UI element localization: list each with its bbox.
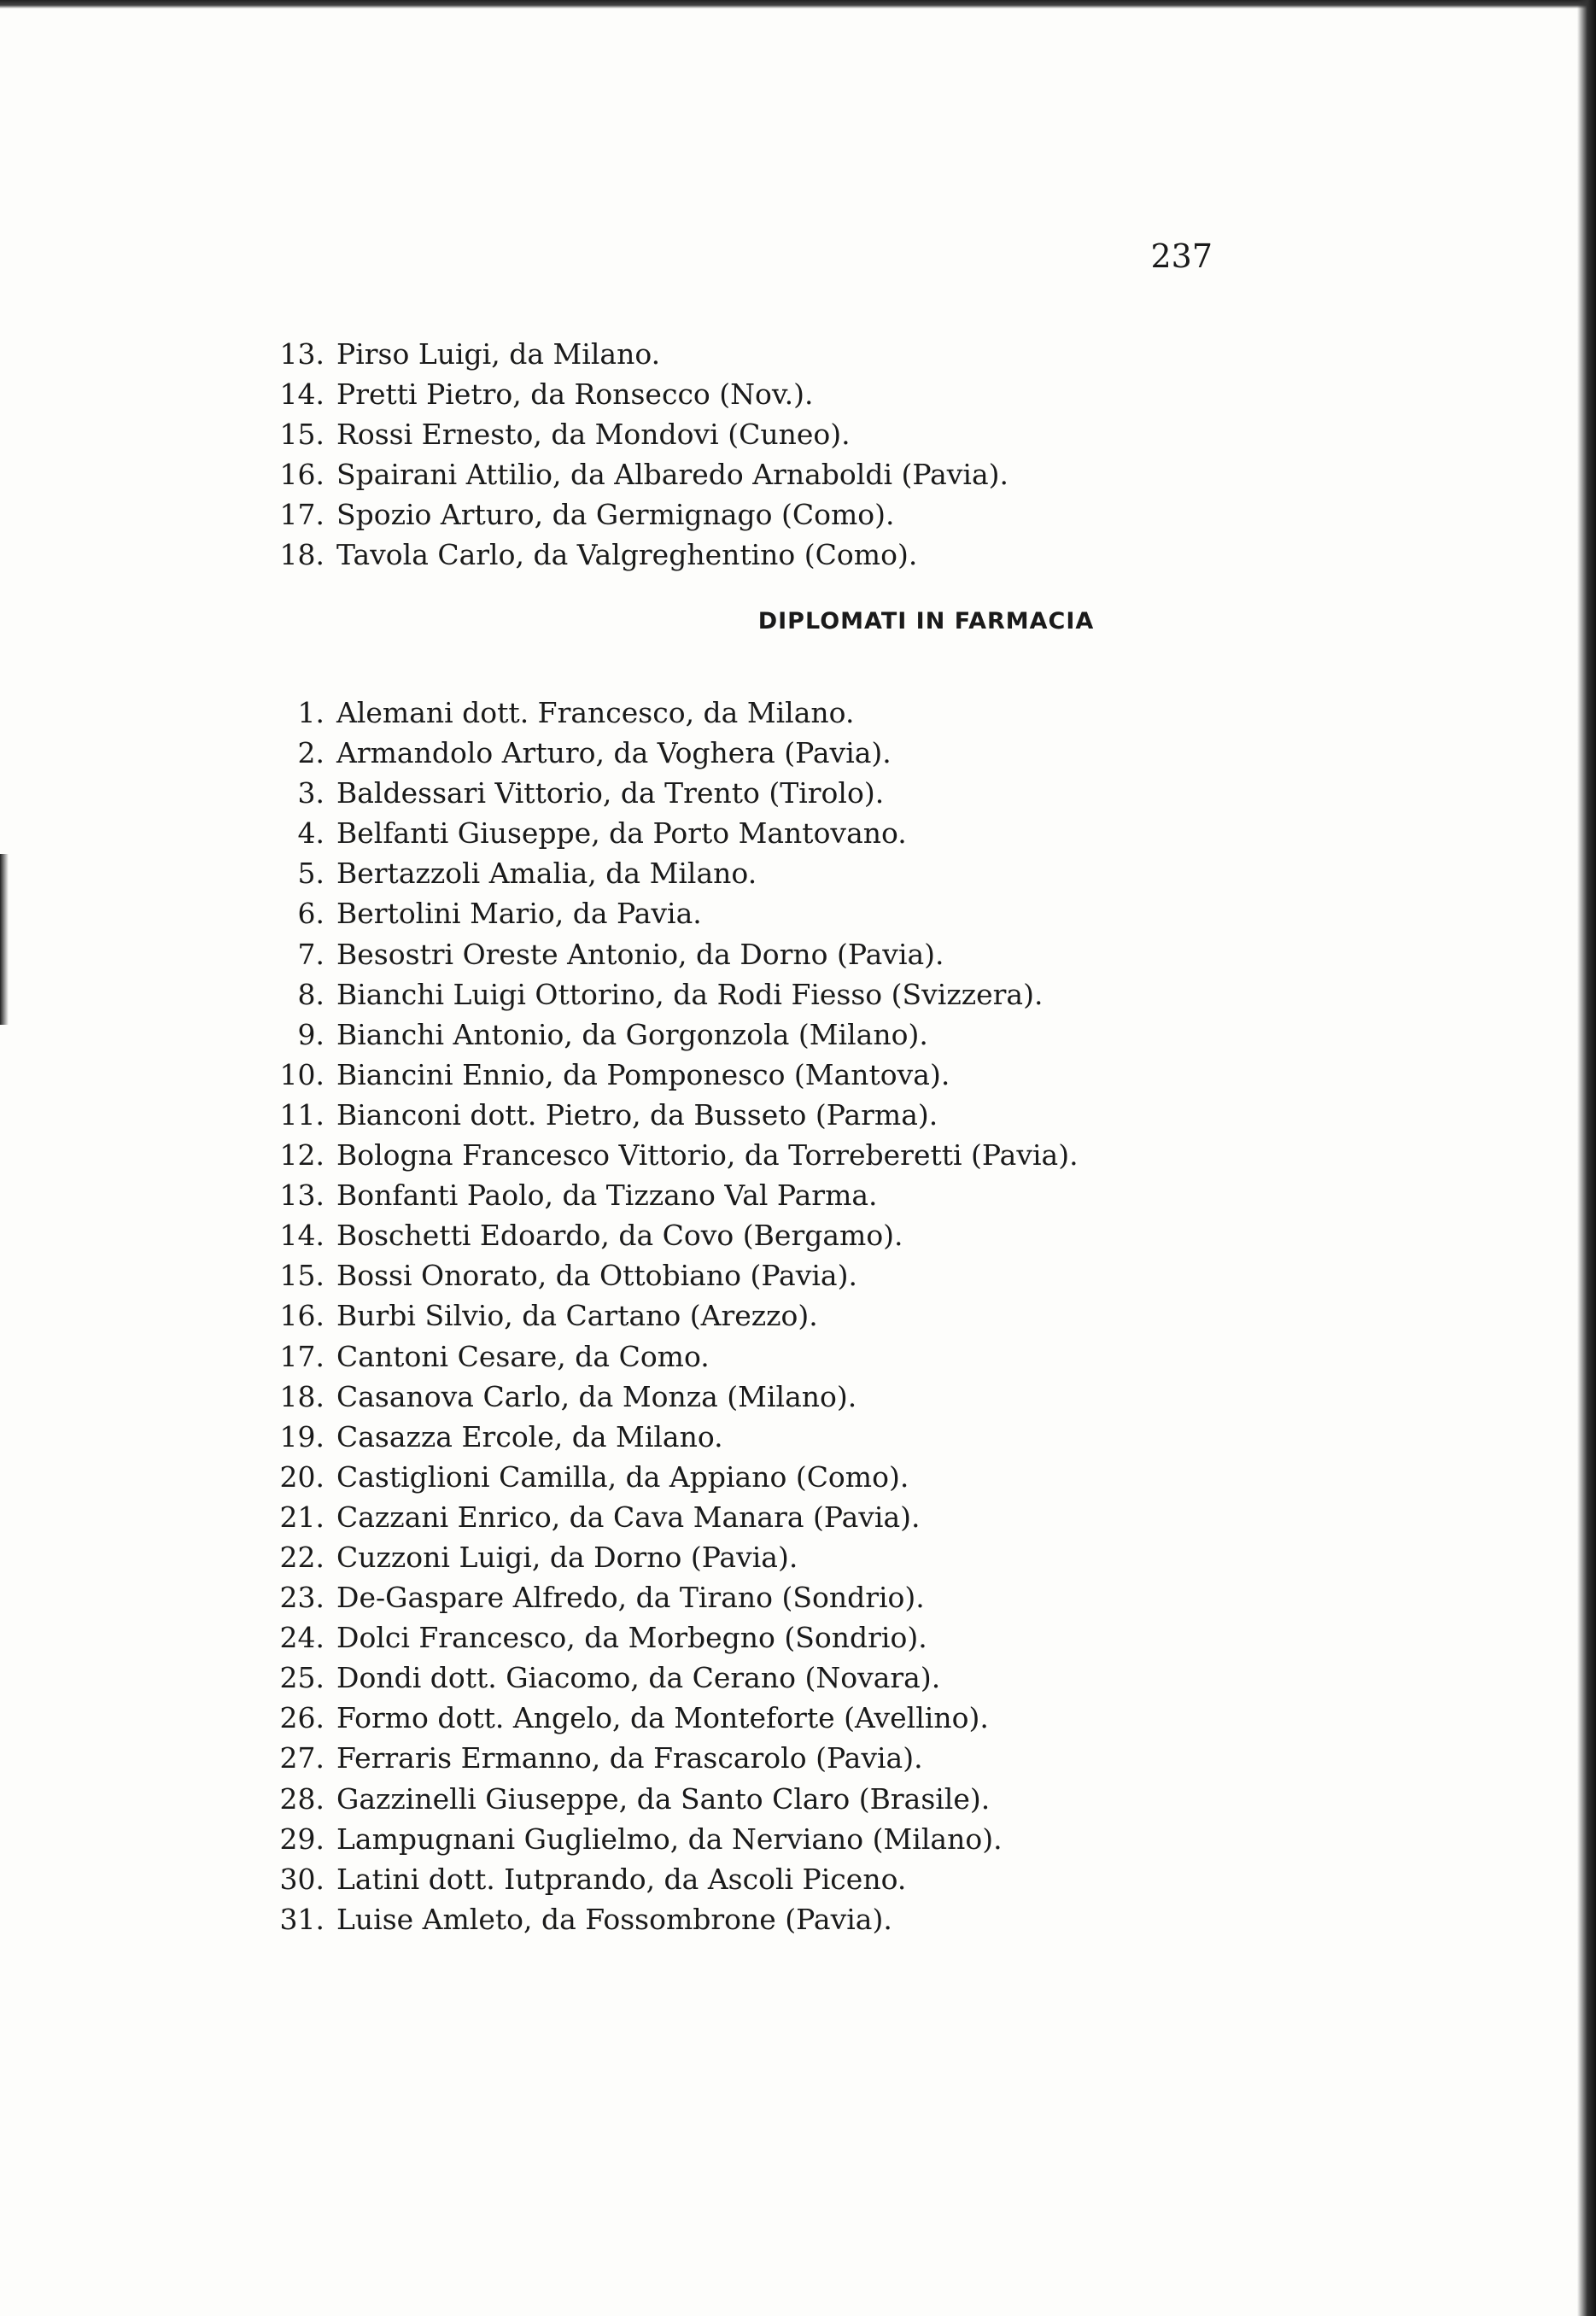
list-item <box>256 1175 1366 1215</box>
entry-text: Dondi dott. Giacomo, da Cerano (Novara). <box>336 1661 941 1695</box>
list-item <box>256 893 1366 933</box>
section-heading: DIPLOMATI IN FARMACIA <box>757 608 1095 635</box>
entry-number: 16. <box>279 1299 324 1333</box>
entry-number: 19. <box>279 1419 324 1453</box>
entry-number: 13. <box>279 1178 324 1213</box>
list-item <box>256 1255 1366 1295</box>
list-item <box>256 773 1366 813</box>
continued-list <box>256 334 1366 576</box>
list-item <box>256 334 1366 374</box>
entry-text: Tavola Carlo, da Valgreghentino (Como). <box>336 538 918 572</box>
list-item <box>256 1497 1366 1537</box>
entry-number: 14. <box>279 377 324 412</box>
entry-text: Bonfanti Paolo, da Tizzano Val Parma. <box>336 1178 878 1213</box>
entry-number: 8. <box>297 977 324 1011</box>
entry-number: 3. <box>297 776 324 810</box>
list-item <box>256 1819 1366 1859</box>
entry-text: Ferraris Ermanno, da Frascarolo (Pavia). <box>336 1741 923 1775</box>
list-item <box>256 1336 1366 1377</box>
list-item <box>256 535 1366 575</box>
entry-number: 17. <box>279 1339 324 1373</box>
entry-number: 14. <box>279 1219 324 1253</box>
entry-text: Cantoni Cesare, da Como. <box>336 1339 710 1373</box>
entry-text: Bianchi Antonio, da Gorgonzola (Milano). <box>336 1017 928 1051</box>
entry-number: 30. <box>279 1862 324 1896</box>
entry-text: Pretti Pietro, da Ronsecco (Nov.). <box>336 377 814 412</box>
entry-number: 28. <box>279 1781 324 1816</box>
binding-mark <box>0 854 9 1025</box>
list-item <box>256 1738 1366 1778</box>
list-item <box>256 1095 1366 1135</box>
entry-number: 12. <box>279 1138 324 1173</box>
entry-text: Formo dott. Angelo, da Monteforte (Avellino). <box>336 1701 989 1735</box>
entry-number: 16. <box>279 458 324 492</box>
entry-text: Boschetti Edoardo, da Covo (Bergamo). <box>336 1219 903 1253</box>
list-item <box>256 1295 1366 1336</box>
diplomati-list <box>256 693 1366 1939</box>
entry-text: Burbi Silvio, da Cartano (Arezzo). <box>336 1299 818 1333</box>
entry-text: Latini dott. Iutprando, da Ascoli Piceno. <box>336 1862 907 1896</box>
entry-number: 9. <box>297 1017 324 1051</box>
entry-number: 18. <box>279 1379 324 1413</box>
entry-number: 31. <box>279 1902 324 1936</box>
entry-number: 7. <box>297 937 324 971</box>
list-item <box>256 1215 1366 1255</box>
entry-text: Castiglioni Camilla, da Appiano (Como). <box>336 1459 909 1494</box>
list-item <box>256 733 1366 773</box>
entry-text: Casanova Carlo, da Monza (Milano). <box>336 1379 857 1413</box>
entry-number: 17. <box>279 498 324 532</box>
entry-text: Spozio Arturo, da Germignago (Como). <box>336 498 895 532</box>
entry-number: 23. <box>279 1581 324 1615</box>
list-item <box>256 1617 1366 1658</box>
entry-text: Bologna Francesco Vittorio, da Torreberetti (Pavia). <box>336 1138 1079 1173</box>
entry-text: Bertolini Mario, da Pavia. <box>336 897 702 931</box>
list-item <box>256 693 1366 733</box>
entry-number: 15. <box>279 1259 324 1293</box>
entry-text: Bossi Onorato, da Ottobiano (Pavia). <box>336 1259 857 1293</box>
entry-text: Cazzani Enrico, da Cava Manara (Pavia). <box>336 1500 921 1534</box>
list-item <box>256 1457 1366 1497</box>
list-item <box>256 1135 1366 1175</box>
list-item <box>256 1859 1366 1899</box>
list-item <box>256 1417 1366 1457</box>
page-top-edge <box>0 0 1596 9</box>
entry-text: De-Gaspare Alfredo, da Tirano (Sondrio). <box>336 1581 925 1615</box>
entry-number: 27. <box>279 1741 324 1775</box>
entry-text: Rossi Ernesto, da Mondovi (Cuneo). <box>336 418 851 452</box>
list-item <box>256 813 1366 853</box>
entry-number: 1. <box>297 696 324 729</box>
entry-number: 11. <box>279 1097 324 1132</box>
entry-number: 10. <box>279 1057 324 1091</box>
entry-number: 13. <box>279 337 324 371</box>
entry-text: Gazzinelli Giuseppe, da Santo Claro (Brasile). <box>336 1781 991 1816</box>
entry-text: Dolci Francesco, da Morbegno (Sondrio). <box>336 1621 927 1655</box>
entry-text: Biancini Ennio, da Pomponesco (Mantova). <box>336 1057 950 1091</box>
list-item <box>256 974 1366 1015</box>
entry-text: Luise Amleto, da Fossombrone (Pavia). <box>336 1902 892 1936</box>
entry-text: Bianconi dott. Pietro, da Busseto (Parma). <box>336 1097 938 1132</box>
list-item <box>256 934 1366 974</box>
entry-number: 25. <box>279 1661 324 1695</box>
entry-number: 5. <box>297 857 324 891</box>
list-item <box>256 1698 1366 1738</box>
entry-text: Armandolo Arturo, da Voghera (Pavia). <box>336 736 892 770</box>
list-item <box>256 1577 1366 1617</box>
entry-text: Baldessari Vittorio, da Trento (Tirolo). <box>336 776 885 810</box>
list-item <box>256 454 1366 494</box>
entry-text: Bianchi Luigi Ottorino, da Rodi Fiesso (Svizzera). <box>336 977 1044 1011</box>
page-number: 237 <box>1150 237 1213 275</box>
list-item <box>256 1055 1366 1095</box>
page-right-edge <box>1577 0 1596 2316</box>
entry-text: Alemani dott. Francesco, da Milano. <box>336 696 855 729</box>
list-item <box>256 494 1366 535</box>
list-item <box>256 1537 1366 1577</box>
entry-number: 21. <box>279 1500 324 1534</box>
entry-text: Belfanti Giuseppe, da Porto Mantovano. <box>336 816 907 851</box>
entry-number: 15. <box>279 418 324 452</box>
list-item <box>256 1779 1366 1819</box>
list-item <box>256 374 1366 414</box>
entry-text: Spairani Attilio, da Albaredo Arnaboldi (Pavia). <box>336 458 1009 492</box>
entry-number: 20. <box>279 1459 324 1494</box>
list-item <box>256 1899 1366 1939</box>
list-item <box>256 1015 1366 1055</box>
list-item <box>256 414 1366 454</box>
entry-number: 26. <box>279 1701 324 1735</box>
entry-number: 18. <box>279 538 324 572</box>
list-item <box>256 853 1366 893</box>
entry-text: Cuzzoni Luigi, da Dorno (Pavia). <box>336 1540 798 1574</box>
entry-number: 4. <box>297 816 324 851</box>
entry-text: Besostri Oreste Antonio, da Dorno (Pavia). <box>336 937 944 971</box>
entry-number: 2. <box>297 736 324 770</box>
list-item <box>256 1658 1366 1698</box>
entry-number: 24. <box>279 1621 324 1655</box>
entry-number: 6. <box>297 897 324 931</box>
entry-text: Pirso Luigi, da Milano. <box>336 337 661 371</box>
entry-text: Casazza Ercole, da Milano. <box>336 1419 723 1453</box>
entry-text: Bertazzoli Amalia, da Milano. <box>336 857 757 891</box>
entry-text: Lampugnani Guglielmo, da Nerviano (Milano). <box>336 1822 1003 1856</box>
entry-number: 29. <box>279 1822 324 1856</box>
list-item <box>256 1377 1366 1417</box>
entry-number: 22. <box>279 1540 324 1574</box>
